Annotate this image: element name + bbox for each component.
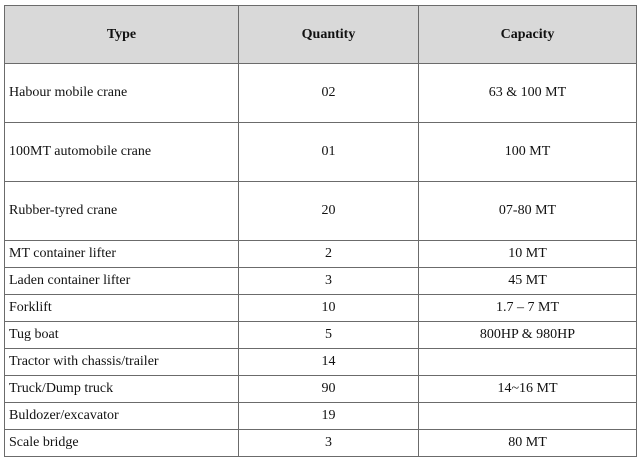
header-type: Type <box>5 6 239 64</box>
table-row <box>5 295 637 322</box>
capacity-cell: 800HP & 980HP <box>419 322 637 349</box>
capacity-cell: 100 MT <box>419 123 637 182</box>
capacity-cell: 45 MT <box>419 268 637 295</box>
quantity-cell: 2 <box>239 241 419 268</box>
capacity-cell: 07-80 MT <box>419 182 637 241</box>
type-cell: 100MT automobile crane <box>5 123 239 182</box>
capacity-cell: 10 MT <box>419 241 637 268</box>
type-cell: Laden container lifter <box>5 268 239 295</box>
capacity-cell: 1.7 – 7 MT <box>419 295 637 322</box>
table-row <box>5 403 637 430</box>
table-header-row <box>5 6 637 64</box>
type-cell: Rubber-tyred crane <box>5 182 239 241</box>
capacity-cell: 14~16 MT <box>419 376 637 403</box>
capacity-cell <box>419 403 637 430</box>
capacity-cell: 80 MT <box>419 430 637 457</box>
capacity-cell: 63 & 100 MT <box>419 64 637 123</box>
type-cell: MT container lifter <box>5 241 239 268</box>
table-row <box>5 268 637 295</box>
quantity-cell: 02 <box>239 64 419 123</box>
quantity-cell: 01 <box>239 123 419 182</box>
quantity-cell: 3 <box>239 268 419 295</box>
table-row <box>5 64 637 123</box>
quantity-cell: 19 <box>239 403 419 430</box>
equipment-table <box>4 5 637 457</box>
type-cell: Tug boat <box>5 322 239 349</box>
table-row <box>5 349 637 376</box>
type-cell: Forklift <box>5 295 239 322</box>
table-row <box>5 241 637 268</box>
table-row <box>5 376 637 403</box>
quantity-cell: 14 <box>239 349 419 376</box>
quantity-cell: 3 <box>239 430 419 457</box>
type-cell: Buldozer/excavator <box>5 403 239 430</box>
table-row <box>5 123 637 182</box>
type-cell: Habour mobile crane <box>5 64 239 123</box>
quantity-cell: 10 <box>239 295 419 322</box>
table-row <box>5 430 637 457</box>
header-capacity: Capacity <box>419 6 637 64</box>
table-row <box>5 322 637 349</box>
table-row <box>5 182 637 241</box>
quantity-cell: 20 <box>239 182 419 241</box>
header-quantity: Quantity <box>239 6 419 64</box>
quantity-cell: 5 <box>239 322 419 349</box>
type-cell: Truck/Dump truck <box>5 376 239 403</box>
type-cell: Tractor with chassis/trailer <box>5 349 239 376</box>
capacity-cell <box>419 349 637 376</box>
type-cell: Scale bridge <box>5 430 239 457</box>
quantity-cell: 90 <box>239 376 419 403</box>
